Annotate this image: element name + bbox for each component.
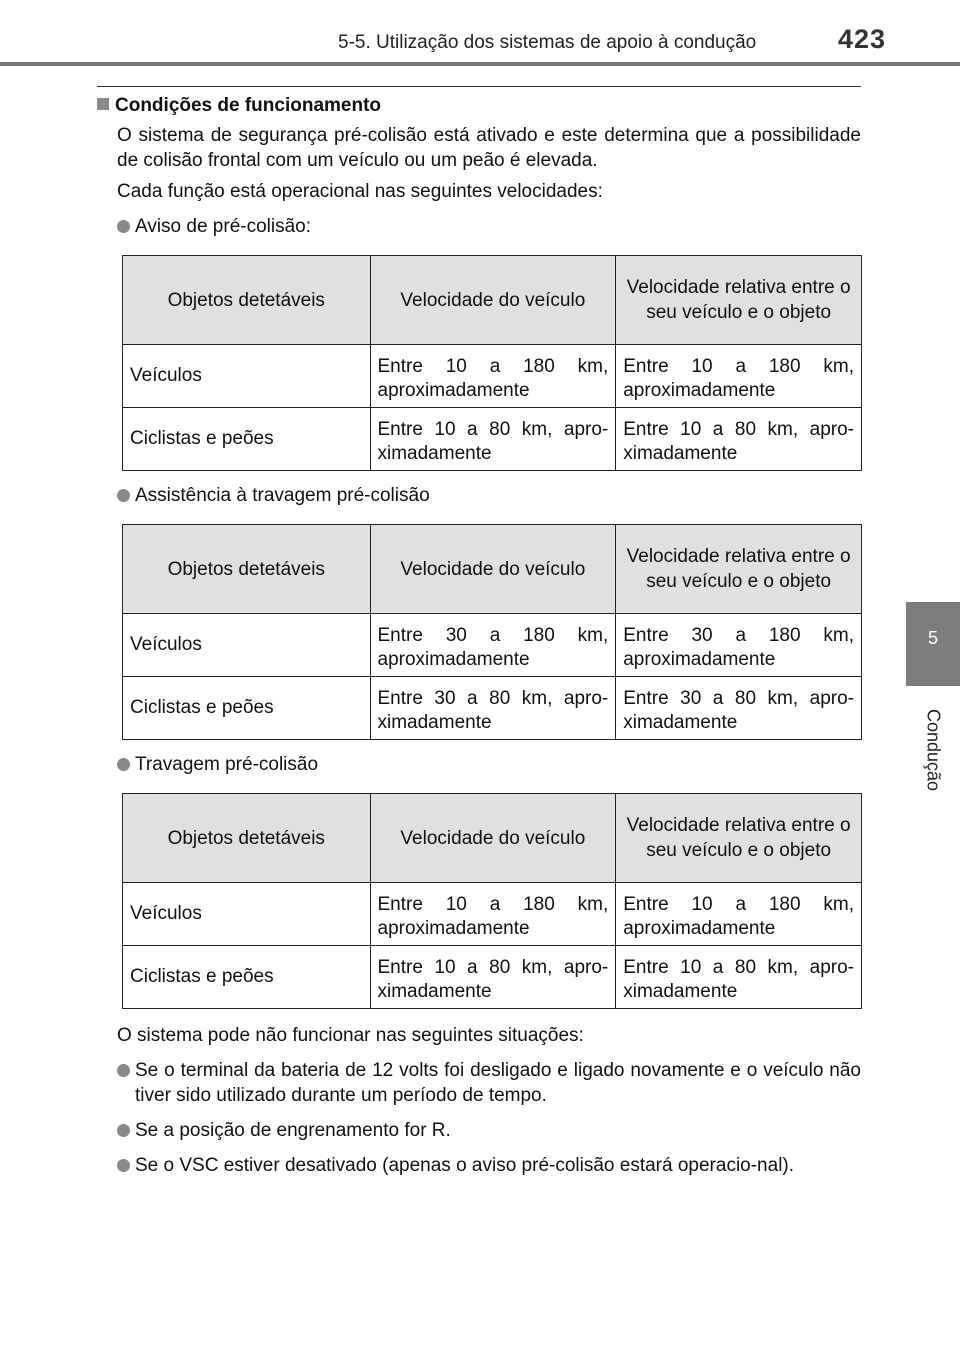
section-title-text: Travagem pré-colisão (135, 754, 319, 775)
intro-paragraph: Cada função está operacional nas seguintes velocidades: (117, 181, 603, 202)
page-header (0, 0, 960, 70)
table-cell: Entre 10 a 80 km, apro-ximadamente (616, 408, 862, 471)
round-bullet-icon (117, 1159, 130, 1172)
section-bullet (117, 214, 861, 239)
table-cell: Ciclistas e peões (123, 946, 371, 1009)
table-row (123, 408, 862, 471)
column-header: Objetos detetáveis (123, 256, 371, 345)
chapter-number: 5 (927, 628, 938, 648)
table-cell: Entre 30 a 80 km, apro-ximadamente (616, 677, 862, 740)
situation-text: Se a posição de engrenamento for R. (135, 1120, 451, 1141)
column-header: Velocidade relativa entre o seu veículo e o objeto (616, 794, 862, 883)
table-cell: Veículos (123, 883, 371, 946)
chapter-title: Condução (923, 708, 944, 792)
round-bullet-icon (117, 220, 130, 233)
round-bullet-icon (117, 1124, 130, 1137)
table-cell: Entre 10 a 180 km, aproximadamente (616, 345, 862, 408)
round-bullet-icon (117, 758, 130, 771)
table-cell: Entre 30 a 80 km, apro-ximadamente (370, 677, 616, 740)
table-row (123, 946, 862, 1009)
table-cell: Veículos (123, 614, 371, 677)
round-bullet-icon (117, 1064, 130, 1077)
table-row (123, 883, 862, 946)
column-header: Objetos detetáveis (123, 525, 371, 614)
square-bullet-icon (97, 98, 109, 110)
section-bullet (117, 752, 861, 777)
table-cell: Ciclistas e peões (123, 408, 371, 471)
table-row (123, 345, 862, 408)
speed-table (122, 524, 862, 740)
heading-text: Condições de funcionamento (115, 95, 382, 116)
column-header: Velocidade relativa entre o seu veículo e o objeto (616, 256, 862, 345)
situations-intro: O sistema pode não funcionar nas seguintes situações: (117, 1025, 584, 1046)
situations-list (97, 1058, 861, 1178)
situation-item (117, 1153, 861, 1178)
situation-text: Se o VSC estiver desativado (apenas o aviso pré-colisão estará operacio-nal). (135, 1155, 795, 1176)
table-cell: Veículos (123, 345, 371, 408)
column-header: Objetos detetáveis (123, 794, 371, 883)
section-title-text: Aviso de pré-colisão: (135, 216, 312, 237)
table-cell: Entre 10 a 180 km, aproximadamente (370, 883, 616, 946)
page-number: 423 (838, 24, 887, 54)
table-header-row (123, 256, 862, 345)
chapter-label (906, 700, 960, 800)
section-bullet (117, 483, 861, 508)
table-cell: Ciclistas e peões (123, 677, 371, 740)
column-header: Velocidade do veículo (370, 794, 616, 883)
top-divider (97, 86, 861, 87)
intro-paragraph: O sistema de segurança pré-colisão está ativado e este determina que a possibilidade de colisão frontal com um veículo ou um peão é elevada. (117, 125, 861, 171)
section-heading (97, 95, 861, 117)
column-header: Velocidade relativa entre o seu veículo e o objeto (616, 525, 862, 614)
table-row (123, 677, 862, 740)
speed-sections (97, 214, 861, 1009)
table-cell: Entre 30 a 180 km, aproximadamente (370, 614, 616, 677)
table-header-row (123, 794, 862, 883)
situation-item (117, 1058, 861, 1108)
speed-table (122, 793, 862, 1009)
column-header: Velocidade do veículo (370, 256, 616, 345)
table-header-row (123, 525, 862, 614)
page-content (97, 95, 861, 1178)
column-header: Velocidade do veículo (370, 525, 616, 614)
table-cell: Entre 10 a 180 km, aproximadamente (616, 883, 862, 946)
situation-item (117, 1118, 861, 1143)
round-bullet-icon (117, 489, 130, 502)
table-cell: Entre 10 a 80 km, apro-ximadamente (370, 408, 616, 471)
situation-text: Se o terminal da bateria de 12 volts foi desligado e ligado novamente e o veículo não tiver sido utilizado durante um período de tempo. (135, 1060, 861, 1106)
table-cell: Entre 10 a 80 km, apro-ximadamente (616, 946, 862, 1009)
chapter-tab (906, 602, 960, 686)
table-cell: Entre 10 a 80 km, apro-ximadamente (370, 946, 616, 1009)
section-title-text: Assistência à travagem pré-colisão (135, 485, 430, 506)
table-cell: Entre 30 a 180 km, aproximadamente (616, 614, 862, 677)
table-row (123, 614, 862, 677)
section-title: 5-5. Utilização dos sistemas de apoio à condução (338, 32, 757, 53)
header-rule (0, 62, 960, 66)
table-cell: Entre 10 a 180 km, aproximadamente (370, 345, 616, 408)
speed-table (122, 255, 862, 471)
